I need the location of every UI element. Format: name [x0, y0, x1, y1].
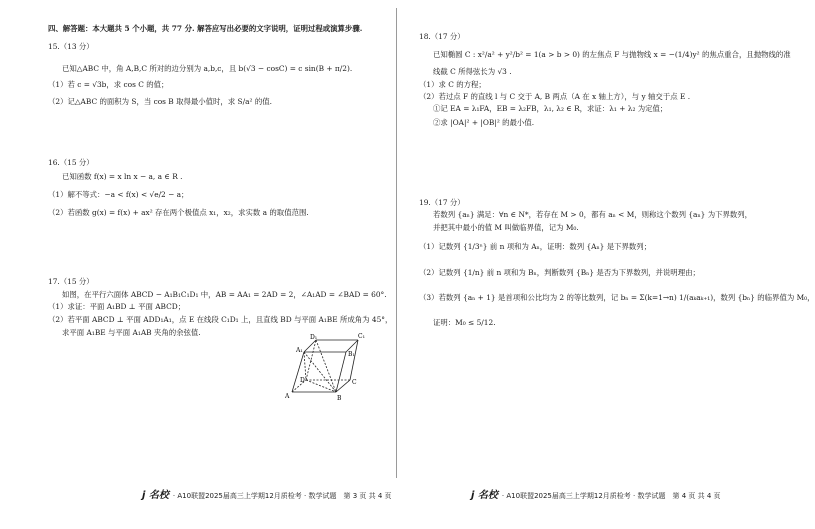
q18-part1: （1）求 C 的方程；: [419, 80, 486, 89]
q17-part1: （1）求证：平面 A₁BD ⊥ 平面 ABCD；: [48, 302, 186, 311]
q16-part2: （2）若函数 g(x) = f(x) + ax² 存在两个极值点 x₁，x₂，求实数 a 的取值范围.: [48, 208, 309, 217]
q15-part2: （2）记△ABC 的面积为 S，当 cos B 取得最小值时，求 S/a² 的值.: [48, 97, 272, 106]
q17-stem: 如图，在平行六面体 ABCD − A₁B₁C₁D₁ 中，AB = AA₁ = 2AD = 2，∠A₁AD = ∠BAD = 60°.: [62, 290, 387, 299]
publisher-logo: j 名校: [471, 490, 498, 501]
q18-part2: （2）若过点 F 的直线 l 与 C 交于 A, B 两点（A 在 x 轴上方），与 y 轴交于点 E .: [419, 92, 691, 101]
parallelepiped-figure: [282, 330, 365, 406]
q18-part2b: ②求 |OA|² + |OB|² 的最小值.: [433, 118, 535, 127]
q17-number: 17.（15 分）: [48, 277, 94, 286]
label-A1: A₁: [296, 347, 303, 354]
q16-number: 16.（15 分）: [48, 158, 94, 167]
q19-part3-proof: 证明：M₀ ≤ 5/12.: [433, 318, 496, 327]
exam-page-4: [397, 0, 815, 529]
label-B1: B₁: [348, 351, 355, 358]
q17-part2: （2）若平面 ABCD ⊥ 平面 ADD₁A₁，点 E 在线段 C₁D₁ 上，且直线 BD 与平面 A₁BE 所成角为 45°，: [48, 315, 393, 324]
footer-text: · A10联盟2025届高三上学期12月质检考 · 数学试题 第 4 页 共 4 页: [501, 492, 721, 500]
q18-line2: 线截 C 所得弦长为 √3 .: [433, 67, 512, 76]
label-D1: D₁: [310, 334, 318, 341]
q19-part2: （2）记数列 {1/n} 前 n 项和为 Bₙ，判断数列 {Bₙ} 是否为下界数列，并说明理由；: [419, 268, 700, 277]
q17-part2-cont: 求平面 A₁BE 与平面 A₁AB 夹角的余弦值.: [62, 328, 201, 337]
q16-stem: 已知函数 f(x) = x ln x − a, a ∈ R .: [62, 172, 183, 181]
q19-line1: 若数列 {aₙ} 满足：∀n ∈ N*，若存在 M > 0，都有 aₙ < M，则称这个数列 {aₙ} 为下界数列，: [433, 210, 753, 219]
label-B: B: [337, 395, 342, 402]
q18-part2a: ①记 EA = λ₁FA，EB = λ₂FB，λ₁, λ₂ ∈ R，求证：λ₁ + λ₂ 为定值；: [433, 104, 668, 113]
label-C: C: [352, 379, 357, 386]
q15-part1: （1）若 c = √3b，求 cos C 的值；: [48, 80, 169, 89]
exam-page-3: [0, 0, 397, 529]
q19-part1: （1）记数列 {1/3ⁿ} 前 n 项和为 Aₙ，证明：数列 {Aₙ} 是下界数列；: [419, 242, 652, 251]
q16-part1: （1）解不等式：−a < f(x) < √e/2 − a；: [48, 190, 189, 199]
section-header: 四、解答题：本大题共 5 个小题，共 77 分. 解答应写出必要的文字说明，证明过程或演算步骤.: [48, 24, 363, 33]
footer-page-4: [471, 486, 721, 501]
publisher-logo: j 名校: [142, 490, 169, 501]
footer-text: · A10联盟2025届高三上学期12月质检考 · 数学试题 第 3 页 共 4 页: [172, 492, 392, 500]
q15-stem: 已知△ABC 中，角 A,B,C 所对的边分别为 a,b,c，且 b(√3 − cosC) = c sin(B + π/2).: [62, 64, 353, 73]
q19-number: 19.（17 分）: [419, 198, 465, 207]
footer-page-3: [142, 486, 392, 501]
label-D: D: [300, 377, 305, 384]
q15-number: 15.（13 分）: [48, 42, 94, 51]
q19-line2: 并把其中最小的值 M 叫做临界值，记为 M₀.: [433, 223, 579, 232]
q18-line1: 已知椭圆 C : x²/a² + y²/b² = 1(a > b > 0) 的左焦点 F 与抛物线 x = −(1/4)y² 的焦点重合，且抛物线的准: [433, 50, 791, 59]
q18-number: 18.（17 分）: [419, 32, 465, 41]
label-A: A: [285, 393, 290, 400]
q19-part3: （3）若数列 {aₙ + 1} 是首项和公比均为 2 的等比数列，记 bₙ = Σ(k=1→n) 1/(aₖaₖ₊₁)，数列 {bₙ} 的临界值为 M₀，: [419, 293, 815, 302]
label-C1: C₁: [358, 333, 365, 340]
